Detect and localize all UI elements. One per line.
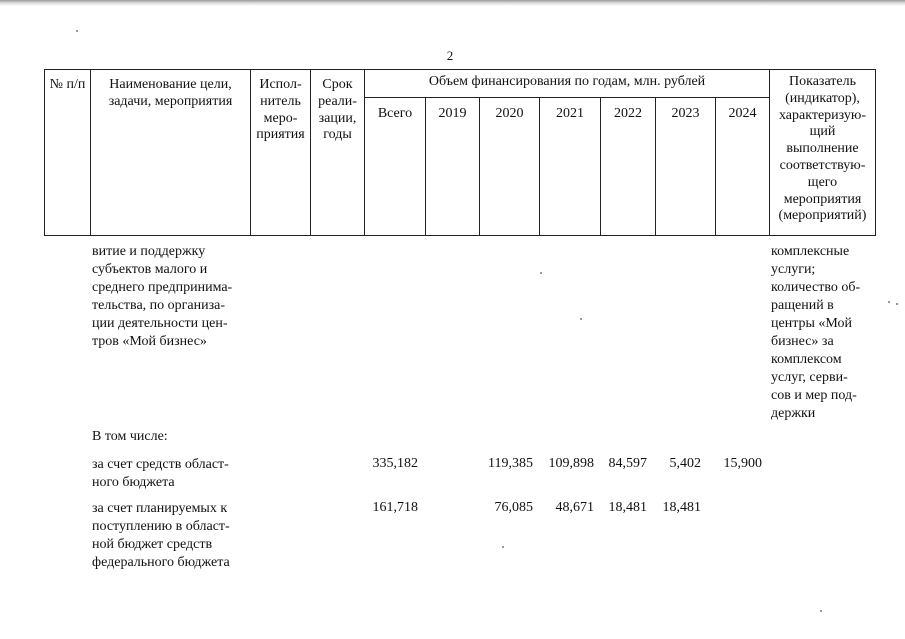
header-executor-text: Испол-нитель меро-приятия: [256, 77, 305, 143]
text-line: ного бюджета: [92, 475, 175, 490]
column-header-name: [91, 70, 251, 236]
year-header-2020: [480, 98, 540, 236]
federal-total: 161,718: [372, 500, 418, 515]
text-line: ции деятельности цен-: [92, 316, 228, 331]
page-number: 2: [446, 48, 454, 63]
text-line: держки: [771, 406, 816, 421]
scan-speck: [76, 30, 78, 32]
scan-speck: [896, 303, 898, 305]
scan-speck: [580, 318, 582, 320]
text-line: за счет планируемых к: [92, 501, 228, 516]
text-line: услуг, серви-: [771, 370, 848, 385]
year-label: 2023: [671, 106, 700, 121]
column-header-number: [45, 70, 91, 236]
regional-budget-label: [92, 456, 246, 492]
regional-total: 335,182: [372, 456, 418, 471]
text-line: федерального бюджета: [92, 555, 230, 570]
text-line: субъектов малого и: [92, 262, 208, 277]
text-line: бизнес» за: [771, 334, 834, 349]
federal-budget-label: [92, 500, 246, 572]
text-line: за счет средств област-: [92, 457, 229, 472]
including-label: В том числе:: [92, 429, 168, 444]
federal-2023: 18,481: [662, 500, 701, 515]
header-indicator-text: Показатель (индикатор), характеризую-щий выполнение соответствую-щего мероприятия (мероприятий): [778, 74, 867, 224]
federal-2022: 18,481: [608, 500, 647, 515]
text-line: комплексом: [771, 352, 842, 367]
year-label: Всего: [377, 106, 413, 121]
scan-speck: [820, 610, 822, 612]
header-period-text: Срок реали-зации, годы: [318, 77, 357, 143]
regional-2024: 15,900: [723, 456, 762, 471]
year-label: 2022: [614, 106, 642, 121]
indicator-description: [771, 243, 873, 423]
scan-speck: [502, 546, 504, 548]
text-line: комплексные: [771, 244, 850, 259]
header-financing-text: Объем финансирования по годам, млн. рублей: [428, 74, 706, 89]
text-line: поступлению в област-: [92, 519, 230, 534]
program-header-table: [44, 69, 876, 236]
regional-2020: 119,385: [488, 456, 533, 471]
federal-2020: 76,085: [494, 500, 533, 515]
measure-description: [92, 243, 246, 351]
regional-2021: 109,898: [548, 456, 594, 471]
text-line: ной бюджет средств: [92, 537, 213, 552]
year-label: 2019: [438, 106, 467, 121]
year-label: 2024: [728, 106, 757, 121]
text-line: витие и поддержку: [92, 244, 206, 259]
year-header-2019: [426, 98, 480, 236]
text-line: среднего предпринима-: [92, 280, 233, 295]
column-header-financing: [365, 70, 770, 98]
column-header-period: [311, 70, 365, 236]
regional-2023: 5,402: [669, 456, 701, 471]
text-line: тельства, по организа-: [92, 298, 226, 313]
federal-2021: 48,671: [555, 500, 594, 515]
text-line: ращений в: [771, 298, 834, 313]
year-header-2021: [540, 98, 601, 236]
text-line: количество об-: [771, 280, 861, 295]
column-header-indicator: [770, 70, 876, 236]
column-header-executor: [251, 70, 311, 236]
scan-border: [0, 0, 905, 6]
header-name-text: Наименование цели, задачи, мероприятия: [108, 77, 233, 109]
regional-2022: 84,597: [608, 456, 647, 471]
scan-speck: [540, 272, 542, 274]
year-label: 2021: [556, 106, 584, 121]
text-line: услуги;: [771, 262, 816, 277]
text-line: центры «Мой: [771, 316, 852, 331]
year-header-total: [365, 98, 426, 236]
scan-speck: [888, 301, 890, 303]
year-header-2023: [656, 98, 716, 236]
year-header-2022: [601, 98, 656, 236]
header-number-text: № п/п: [49, 77, 86, 92]
year-label: 2020: [495, 106, 524, 121]
year-header-2024: [716, 98, 770, 236]
text-line: сов и мер под-: [771, 388, 857, 403]
text-line: тров «Мой бизнес»: [92, 334, 207, 349]
